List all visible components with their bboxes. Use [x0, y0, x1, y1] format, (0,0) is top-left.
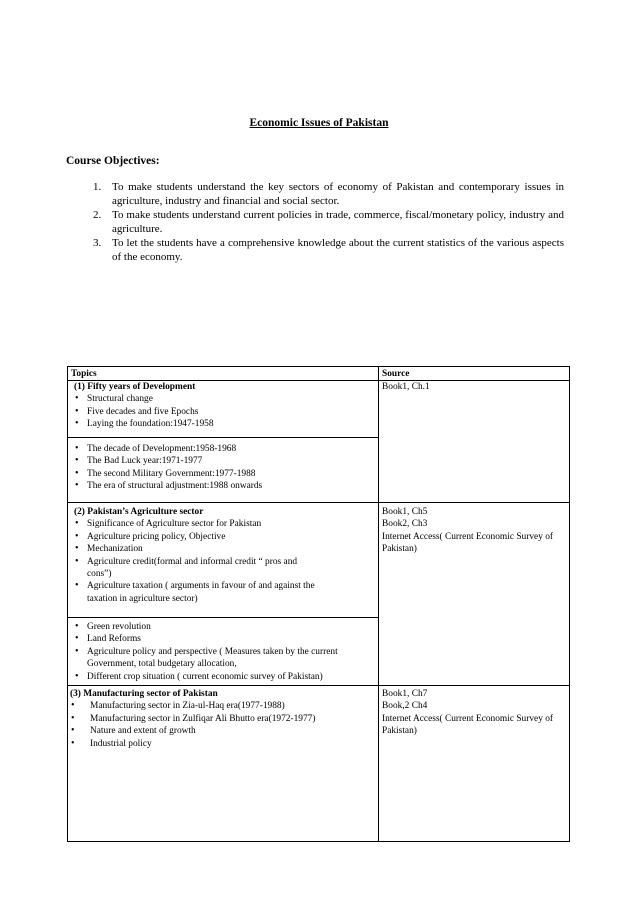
source-line: Internet Access( Current Economic Survey of Pakistan): [382, 531, 554, 555]
objective-text: To make students understand current policies in trade, commerce, fiscal/monetary policy, industry and agriculture.: [112, 209, 564, 235]
list-item: • Manufacturing sector in Zulfiqar Ali Bhutto era(1972-1977): [70, 713, 335, 725]
objective-item: [84, 209, 564, 236]
objective-text: To make students understand the key sectors of economy of Pakistan and contemporary issues in agriculture, industry and financial and social sector.: [112, 181, 564, 207]
column-divider: [378, 367, 379, 841]
section3-source: [382, 688, 567, 738]
section3-title: (3) Manufacturing sector of Pakistan: [70, 689, 218, 699]
section2-topics-a: [74, 506, 354, 605]
list-item: • Manufacturing sector in Zia-ul-Haq era(1977-1988): [70, 700, 370, 712]
section2-title: (2) Pakistan’s Agriculture sector: [74, 507, 204, 517]
list-item: • The second Military Government:1977-1988: [74, 468, 374, 480]
source-line: Internet Access( Current Economic Survey of Pakistan): [382, 713, 554, 737]
source-line: Book2, Ch3: [382, 519, 428, 530]
source-line: Book1, Ch5: [382, 507, 428, 517]
objective-number: 1.: [93, 181, 102, 193]
section1-topics-a: [74, 381, 374, 431]
list-item: • Significance of Agriculture sector for Pakistan: [74, 518, 354, 530]
list-item: • Land Reforms: [74, 633, 374, 645]
section3-topics: [70, 688, 370, 750]
objective-item: [84, 181, 564, 208]
row-divider: [68, 617, 378, 618]
source-line: Book1, Ch.1: [382, 382, 430, 392]
list-item: • Green revolution: [74, 621, 374, 633]
document-title: [0, 113, 638, 131]
list-item: • Industrial policy: [70, 738, 370, 750]
objective-text: To let the students have a comprehensive knowledge about the current statistics of the various aspects of the economy.: [112, 237, 564, 263]
source-line: Book1, Ch7: [382, 689, 428, 699]
list-item: • Agriculture policy and perspective ( Measures taken by the current Government, total budgetary allocation,: [74, 646, 357, 671]
objective-number: 2.: [93, 209, 102, 222]
list-item: • Structural change: [74, 393, 374, 405]
section1-source: [382, 381, 567, 393]
list-item: • The era of structural adjustment:1988 onwards: [74, 480, 374, 492]
objective-number: 3.: [93, 237, 102, 250]
row-divider: [68, 685, 569, 686]
objectives-list: [84, 181, 564, 266]
list-item: • Agriculture taxation ( arguments in favour of and against the taxation in agriculture sector): [74, 580, 317, 605]
list-item: • Mechanization: [74, 543, 354, 555]
list-item: • Five decades and five Epochs: [74, 406, 374, 418]
list-item: • Agriculture credit(formal and informal credit “ pros and cons”): [74, 556, 307, 581]
list-item: • Laying the foundation:1947-1958: [74, 418, 374, 430]
list-item: • The decade of Development:1958-1968: [74, 443, 374, 455]
header-source: Source: [382, 369, 410, 379]
row-divider: [68, 437, 378, 438]
section2-topics-b: [74, 621, 374, 683]
section1-title: (1) Fifty years of Development: [74, 382, 196, 392]
header-topics: Topics: [71, 369, 97, 379]
list-item: • The Bad Luck year:1971-1977: [74, 455, 374, 467]
course-objectives-heading: Course Objectives:: [66, 155, 160, 167]
objective-item: [84, 237, 564, 264]
section2-source: [382, 506, 567, 556]
list-item: • Different crop situation ( current economic survey of Pakistan): [74, 671, 374, 683]
title-text: Economic Issues of Pakistan: [249, 117, 389, 129]
section1-topics-b: [74, 443, 374, 493]
list-item: • Agriculture pricing policy, Objective: [74, 531, 354, 543]
syllabus-table: [67, 366, 570, 842]
source-line: Book,2 Ch4: [382, 701, 428, 712]
list-item: • Nature and extent of growth: [70, 725, 370, 737]
row-divider: [68, 502, 569, 503]
